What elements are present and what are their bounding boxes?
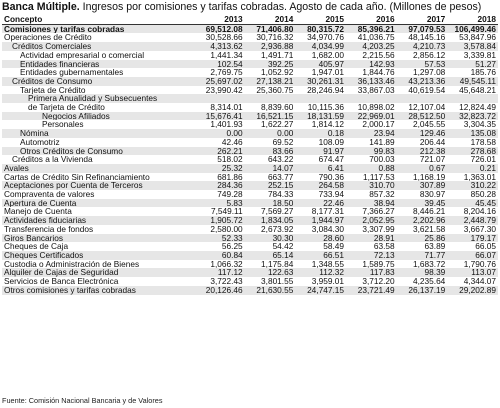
row-value: 700.03 <box>346 155 397 164</box>
row-value: 405.97 <box>295 60 346 69</box>
row-value: 25,697.02 <box>194 77 245 86</box>
row-value <box>397 94 448 103</box>
row-label: Comisiones y tarifas cobradas <box>2 24 194 33</box>
row-value: 1,834.05 <box>245 216 296 225</box>
row-value: 30.30 <box>245 234 296 243</box>
row-value: 15,676.41 <box>194 112 245 121</box>
row-value: 48,145.16 <box>397 33 448 42</box>
header-year: 2018 <box>447 15 498 24</box>
row-value: 179.17 <box>447 234 498 243</box>
row-value: 3,712.20 <box>346 277 397 286</box>
row-value: 2,045.55 <box>397 120 448 129</box>
row-label: Compraventa de valores <box>2 190 194 199</box>
table-row <box>2 60 498 69</box>
row-value: 25.32 <box>194 164 245 173</box>
row-label: Tarjeta de Crédito <box>2 86 194 95</box>
row-value: 3,621.58 <box>397 225 448 234</box>
row-value: 1,401.93 <box>194 120 245 129</box>
row-value: 1,682.00 <box>295 51 346 60</box>
row-value: 4,034.99 <box>295 42 346 51</box>
row-value: 69.52 <box>245 138 296 147</box>
row-value: 91.97 <box>295 147 346 156</box>
table-row <box>2 260 498 269</box>
row-value: 36,133.46 <box>346 77 397 86</box>
row-value: 1,944.97 <box>295 216 346 225</box>
row-value: 113.07 <box>447 268 498 277</box>
row-value: 56.25 <box>194 242 245 251</box>
table-row <box>2 103 498 112</box>
row-value: 726.01 <box>447 155 498 164</box>
row-label: Primera Anualidad y Subsecuentes <box>2 94 194 103</box>
table-row <box>2 68 498 77</box>
row-value: 0.00 <box>245 129 296 138</box>
table-row <box>2 199 498 208</box>
row-value: 28,246.94 <box>295 86 346 95</box>
row-value: 97,079.53 <box>397 24 448 33</box>
row-value: 3,084.30 <box>295 225 346 234</box>
row-value: 34,970.76 <box>295 33 346 42</box>
row-value: 1,905.72 <box>194 216 245 225</box>
row-value: 518.02 <box>194 155 245 164</box>
row-value: 49,545.11 <box>447 77 498 86</box>
row-label: Cheques de Caja <box>2 242 194 251</box>
row-value: 1,117.53 <box>346 173 397 182</box>
header-year: 2013 <box>194 15 245 24</box>
row-value: 392.25 <box>245 60 296 69</box>
row-value: 142.93 <box>346 60 397 69</box>
row-value: 1,052.92 <box>245 68 296 77</box>
row-value: 20,126.46 <box>194 286 245 295</box>
row-value: 12,824.49 <box>447 103 498 112</box>
table-row <box>2 120 498 129</box>
row-value: 0.21 <box>447 164 498 173</box>
row-value: 25,360.75 <box>245 86 296 95</box>
row-value: 98.39 <box>397 268 448 277</box>
table-row <box>2 225 498 234</box>
row-value: 54.42 <box>245 242 296 251</box>
row-value: 674.47 <box>295 155 346 164</box>
row-value: 2,202.96 <box>397 216 448 225</box>
header-year: 2017 <box>397 15 448 24</box>
row-value: 71.77 <box>397 251 448 260</box>
row-value: 117.12 <box>194 268 245 277</box>
row-value: 38.94 <box>346 199 397 208</box>
row-value: 45,648.21 <box>447 86 498 95</box>
row-value: 7,549.11 <box>194 207 245 216</box>
row-label: Otros Créditos de Consumo <box>2 147 194 156</box>
row-value: 178.58 <box>447 138 498 147</box>
row-value: 4,313.62 <box>194 42 245 51</box>
row-value: 99.83 <box>346 147 397 156</box>
row-value: 3,801.55 <box>245 277 296 286</box>
row-label: Operaciones de Crédito <box>2 33 194 42</box>
row-value: 3,304.35 <box>447 120 498 129</box>
row-value: 721.07 <box>397 155 448 164</box>
row-value: 52.33 <box>194 234 245 243</box>
row-value: 2,052.95 <box>346 216 397 225</box>
row-value: 7,366.27 <box>346 207 397 216</box>
row-value: 71,406.80 <box>245 24 296 33</box>
row-value: 1,589.75 <box>346 260 397 269</box>
table-row <box>2 86 498 95</box>
table-row <box>2 112 498 121</box>
row-label: Nómina <box>2 129 194 138</box>
row-value: 850.28 <box>447 190 498 199</box>
row-value: 26,137.19 <box>397 286 448 295</box>
row-value: 43,213.36 <box>397 77 448 86</box>
table-body <box>2 24 498 294</box>
row-value: 63.89 <box>397 242 448 251</box>
row-value: 1,814.12 <box>295 120 346 129</box>
row-value: 10,115.36 <box>295 103 346 112</box>
row-value: 22.46 <box>295 199 346 208</box>
row-label: Giros Bancarios <box>2 234 194 243</box>
row-value: 252.15 <box>245 181 296 190</box>
row-value: 8,839.60 <box>245 103 296 112</box>
row-value: 108.09 <box>295 138 346 147</box>
table-row <box>2 251 498 260</box>
row-value: 28.60 <box>295 234 346 243</box>
row-value: 5.83 <box>194 199 245 208</box>
row-value: 58.49 <box>295 242 346 251</box>
row-value: 6.41 <box>295 164 346 173</box>
row-label: Actividades fiduciarias <box>2 216 194 225</box>
row-value: 2,936.88 <box>245 42 296 51</box>
row-value: 278.68 <box>447 147 498 156</box>
table-row <box>2 138 498 147</box>
row-value: 830.97 <box>397 190 448 199</box>
row-value <box>194 94 245 103</box>
row-value: 284.36 <box>194 181 245 190</box>
commissions-table <box>2 15 498 295</box>
row-value: 30,716.32 <box>245 33 296 42</box>
row-value: 57.53 <box>397 60 448 69</box>
row-value: 1,168.19 <box>397 173 448 182</box>
row-value: 18.50 <box>245 199 296 208</box>
row-value <box>346 94 397 103</box>
row-value: 83.66 <box>245 147 296 156</box>
source-note: Fuente: Comisión Nacional Bancaria y de Valores <box>2 396 163 405</box>
row-value: 23,990.42 <box>194 86 245 95</box>
row-value: 60.84 <box>194 251 245 260</box>
row-value: 66.51 <box>295 251 346 260</box>
row-value: 112.32 <box>295 268 346 277</box>
row-value: 1,441.34 <box>194 51 245 60</box>
row-value: 4,203.25 <box>346 42 397 51</box>
row-value: 2,448.79 <box>447 216 498 225</box>
row-value: 45.45 <box>447 199 498 208</box>
row-value: 102.54 <box>194 60 245 69</box>
row-label: Custodia o Administración de Bienes <box>2 260 194 269</box>
table-row <box>2 24 498 33</box>
row-value: 4,235.64 <box>397 277 448 286</box>
row-value: 2,856.12 <box>397 51 448 60</box>
page-title <box>2 0 498 14</box>
header-year: 2016 <box>346 15 397 24</box>
row-value: 28,512.50 <box>397 112 448 121</box>
row-value: 663.77 <box>245 173 296 182</box>
row-value <box>295 94 346 103</box>
row-value: 29,202.89 <box>447 286 498 295</box>
table-row <box>2 181 498 190</box>
row-label: Avales <box>2 164 194 173</box>
row-value: 310.22 <box>447 181 498 190</box>
table-row <box>2 216 498 225</box>
row-value: 28.91 <box>346 234 397 243</box>
row-value: 66.05 <box>447 242 498 251</box>
row-value: 310.70 <box>346 181 397 190</box>
row-value: 85,396.21 <box>346 24 397 33</box>
row-label: Entidades gubernamentales <box>2 68 194 77</box>
row-value: 681.86 <box>194 173 245 182</box>
row-value: 1,844.76 <box>346 68 397 77</box>
row-value: 66.07 <box>447 251 498 260</box>
table-row <box>2 42 498 51</box>
row-value: 749.28 <box>194 190 245 199</box>
row-value: 80,315.72 <box>295 24 346 33</box>
row-value: 733.94 <box>295 190 346 199</box>
row-label: Negocios Afiliados <box>2 112 194 121</box>
row-value: 63.58 <box>346 242 397 251</box>
title-bold: Banca Múltiple. <box>2 1 80 13</box>
row-value: 18,131.59 <box>295 112 346 121</box>
row-label: Cartas de Crédito Sin Refinanciamiento <box>2 173 194 182</box>
row-value: 0.00 <box>194 129 245 138</box>
row-value: 27,138.21 <box>245 77 296 86</box>
row-value: 39.45 <box>397 199 448 208</box>
row-value: 65.14 <box>245 251 296 260</box>
row-label: Alquiler de Cajas de Seguridad <box>2 268 194 277</box>
row-value: 7,569.27 <box>245 207 296 216</box>
row-value: 1,491.71 <box>245 51 296 60</box>
table-row <box>2 129 498 138</box>
row-label: Personales <box>2 120 194 129</box>
row-label: Créditos Comerciales <box>2 42 194 51</box>
row-value: 2,215.56 <box>346 51 397 60</box>
row-value: 3,578.84 <box>447 42 498 51</box>
row-value: 206.44 <box>397 138 448 147</box>
row-value: 129.46 <box>397 129 448 138</box>
table-row <box>2 242 498 251</box>
row-value: 185.76 <box>447 68 498 77</box>
row-value: 21,630.55 <box>245 286 296 295</box>
row-value: 24,747.15 <box>295 286 346 295</box>
row-value: 212.38 <box>397 147 448 156</box>
row-value: 122.63 <box>245 268 296 277</box>
table-row <box>2 286 498 295</box>
row-value: 1,348.55 <box>295 260 346 269</box>
row-value: 3,667.30 <box>447 225 498 234</box>
row-value: 3,959.01 <box>295 277 346 286</box>
row-value: 53,847.96 <box>447 33 498 42</box>
row-value: 1,622.27 <box>245 120 296 129</box>
row-value: 30,528.66 <box>194 33 245 42</box>
row-value: 8,314.01 <box>194 103 245 112</box>
row-value: 3,307.99 <box>346 225 397 234</box>
row-value: 857.32 <box>346 190 397 199</box>
row-value <box>245 94 296 103</box>
row-value: 1,363.01 <box>447 173 498 182</box>
row-value: 8,177.31 <box>295 207 346 216</box>
row-value: 135.08 <box>447 129 498 138</box>
table-row <box>2 147 498 156</box>
row-value <box>447 94 498 103</box>
row-value: 2,769.75 <box>194 68 245 77</box>
header-concepto: Concepto <box>2 15 194 24</box>
row-value: 643.22 <box>245 155 296 164</box>
row-value: 23.94 <box>346 129 397 138</box>
row-value: 32,823.72 <box>447 112 498 121</box>
table-row <box>2 94 498 103</box>
row-value: 4,210.73 <box>397 42 448 51</box>
table-row <box>2 190 498 199</box>
row-value: 0.88 <box>346 164 397 173</box>
row-value: 3,722.43 <box>194 277 245 286</box>
row-value: 23,721.49 <box>346 286 397 295</box>
row-value: 2,673.92 <box>245 225 296 234</box>
row-value: 8,204.16 <box>447 207 498 216</box>
row-label: Transferencia de fondos <box>2 225 194 234</box>
row-value: 264.58 <box>295 181 346 190</box>
row-value: 1,683.72 <box>397 260 448 269</box>
row-value: 1,947.01 <box>295 68 346 77</box>
row-value: 30,261.31 <box>295 77 346 86</box>
row-label: Manejo de Cuenta <box>2 207 194 216</box>
table-row <box>2 77 498 86</box>
row-value: 262.21 <box>194 147 245 156</box>
row-label: Otros comisiones y tarifas cobradas <box>2 286 194 295</box>
row-label: de Tarjeta de Crédito <box>2 103 194 112</box>
row-value: 2,580.00 <box>194 225 245 234</box>
row-value: 33,867.03 <box>346 86 397 95</box>
header-year: 2014 <box>245 15 296 24</box>
row-value: 1,297.08 <box>397 68 448 77</box>
row-label: Créditos de Consumo <box>2 77 194 86</box>
row-label: Automotriz <box>2 138 194 147</box>
table-row <box>2 277 498 286</box>
row-value: 1,790.76 <box>447 260 498 269</box>
row-value: 72.13 <box>346 251 397 260</box>
table-row <box>2 33 498 42</box>
table-row <box>2 155 498 164</box>
row-label: Entidades financieras <box>2 60 194 69</box>
row-value: 4,344.07 <box>447 277 498 286</box>
row-value: 790.36 <box>295 173 346 182</box>
row-value: 106,499.46 <box>447 24 498 33</box>
row-value: 41,036.75 <box>346 33 397 42</box>
row-value: 12,107.04 <box>397 103 448 112</box>
row-value: 51.27 <box>447 60 498 69</box>
title-rest: Ingresos por comisiones y tarifas cobradas. Agosto de cada año. (Millones de pesos) <box>79 1 482 13</box>
row-label: Apertura de Cuenta <box>2 199 194 208</box>
row-label: Cheques Certificados <box>2 251 194 260</box>
row-value: 16,521.15 <box>245 112 296 121</box>
table-row <box>2 164 498 173</box>
row-label: Aceptaciones por Cuenta de Terceros <box>2 181 194 190</box>
row-value: 8,446.21 <box>397 207 448 216</box>
row-value: 141.89 <box>346 138 397 147</box>
row-value: 0.18 <box>295 129 346 138</box>
table-row <box>2 207 498 216</box>
row-value: 784.33 <box>245 190 296 199</box>
table-row <box>2 173 498 182</box>
row-value: 22,969.01 <box>346 112 397 121</box>
row-value: 40,619.54 <box>397 86 448 95</box>
table-header-row <box>2 15 498 24</box>
row-value: 117.83 <box>346 268 397 277</box>
table-row <box>2 268 498 277</box>
row-value: 3,339.81 <box>447 51 498 60</box>
table-row <box>2 51 498 60</box>
table-row <box>2 234 498 243</box>
row-label: Servicios de Banca Electrónica <box>2 277 194 286</box>
header-year: 2015 <box>295 15 346 24</box>
row-value: 0.67 <box>397 164 448 173</box>
row-value: 69,512.08 <box>194 24 245 33</box>
row-value: 2,000.17 <box>346 120 397 129</box>
row-label: Actividad empresarial o comercial <box>2 51 194 60</box>
row-value: 1,175.84 <box>245 260 296 269</box>
row-value: 25.86 <box>397 234 448 243</box>
row-value: 14.07 <box>245 164 296 173</box>
row-value: 10,898.02 <box>346 103 397 112</box>
row-value: 42.46 <box>194 138 245 147</box>
row-value: 1,066.32 <box>194 260 245 269</box>
row-label: Créditos a la Vivienda <box>2 155 194 164</box>
row-value: 307.89 <box>397 181 448 190</box>
